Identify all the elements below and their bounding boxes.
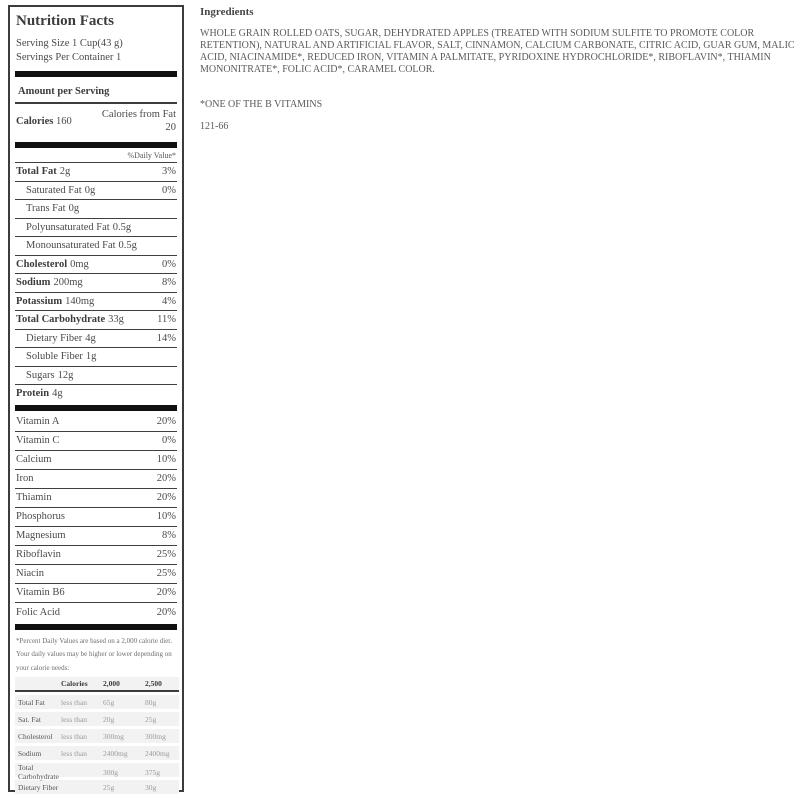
nutrient-amount: 33g	[108, 314, 124, 326]
nutrient-rows-section	[15, 162, 177, 403]
calories-label: Calories	[16, 115, 54, 127]
nutrient-name: Soluble Fiber	[26, 351, 83, 363]
reference-table-row	[15, 712, 179, 726]
nutrient-row	[15, 292, 177, 311]
nutrient-name: Total Carbohydrate	[16, 314, 106, 326]
vitamin-name: Vitamin B6	[16, 587, 65, 598]
nutrient-amount: 4g	[52, 388, 63, 400]
reference-table-header-cell: 2,000	[103, 679, 120, 688]
vitamin-daily-value: 20%	[156, 492, 176, 503]
separator-bar-thick	[15, 624, 177, 630]
daily-value-header: %Daily Value*	[127, 151, 176, 160]
vitamin-name: Phosphorus	[16, 511, 66, 522]
reference-table-cell: less than	[61, 748, 88, 758]
nutrient-name: Sodium	[16, 277, 51, 289]
reference-table-cell: Sodium	[18, 748, 42, 758]
nutrient-amount: 0g	[68, 203, 80, 215]
nutrient-amount: 140mg	[65, 295, 95, 307]
calories-from-fat-value: 20	[165, 122, 176, 133]
nutrient-daily-value: 8%	[162, 277, 176, 289]
ingredients-panel	[200, 6, 797, 132]
nutrient-row	[15, 255, 177, 274]
separator-bar-thick	[15, 405, 177, 411]
nutrient-amount: 0g	[84, 184, 96, 196]
vitamin-daily-value: 0%	[162, 435, 176, 446]
reference-table-row	[15, 695, 179, 709]
vitamin-name: Magnesium	[16, 530, 66, 541]
vitamin-name: Vitamin C	[16, 435, 60, 446]
vitamin-row	[15, 413, 177, 432]
reference-table-cell: 300mg	[145, 731, 166, 741]
nutrition-facts-title: Nutrition Facts	[16, 13, 114, 29]
nutrient-row	[15, 199, 177, 218]
vitamin-name: Thiamin	[16, 492, 52, 503]
reference-table-header	[15, 677, 179, 692]
nutrient-amount: 0mg	[70, 258, 89, 270]
vitamin-daily-value: 8%	[162, 530, 176, 541]
nutrient-name: Monounsaturated Fat	[26, 240, 116, 252]
footnote-line: your calorie needs:	[16, 663, 70, 672]
vitamin-row	[15, 603, 177, 622]
reference-table-cell: 25g	[145, 714, 157, 724]
serving-size-text: Serving Size 1 Cup(43 g)	[16, 38, 123, 49]
ingredients-body-text: WHOLE GRAIN ROLLED OATS, SUGAR, DEHYDRATED APPLES (TREATED WITH SODIUM SULFITE TO PROMOTE COLOR RETENTION), NATURAL AND ARTIFICIAL FLAVOR, SALT, CINNAMON, CALCIUM CARBONATE, CITRIC ACID, GUAR GUM, MALIC ACID, NIACINAMIDE*, REDUCED IRON, VITAMIN A PALMITATE, PYRIDOXINE HYDROCHLORIDE*, RIBOFLAVIN*, THIAMIN MONONITRATE*, FOLIC ACID*, CARAMEL COLOR.	[200, 28, 795, 75]
vitamin-name: Iron	[16, 473, 34, 484]
reference-table-cell: Dietary Fiber	[18, 782, 59, 792]
daily-values-footnote	[15, 635, 177, 676]
nutrient-row	[15, 162, 177, 181]
vitamin-row	[15, 470, 177, 489]
nutrient-amount: 0.5g	[112, 221, 132, 233]
nutrient-row	[15, 329, 177, 348]
nutrient-row	[15, 384, 177, 403]
amount-per-serving-header: Amount per Serving	[15, 77, 177, 104]
reference-table-cell: 300g	[103, 767, 118, 777]
nutrient-name: Protein	[16, 388, 50, 400]
vitamin-name: Calcium	[16, 454, 52, 465]
nutrient-row	[15, 236, 177, 255]
reference-table-cell: Total Fat	[18, 697, 45, 707]
reference-table-row	[15, 780, 179, 794]
vitamin-name: Riboflavin	[16, 549, 61, 560]
vitamin-daily-value: 10%	[156, 454, 176, 465]
vitamin-daily-value: 10%	[156, 511, 176, 522]
nutrient-row	[15, 366, 177, 385]
nutrient-name: Polyunsaturated Fat	[26, 221, 110, 233]
reference-table-cell: Sat. Fat	[18, 714, 41, 724]
vitamin-daily-value: 20%	[156, 606, 176, 618]
footnote-line: Your daily values may be higher or lower depending on	[16, 650, 172, 658]
ingredients-heading: Ingredients	[200, 6, 254, 18]
reference-table-cell: Total Carbohydrate	[18, 763, 59, 781]
reference-table-row	[15, 746, 179, 760]
product-code: 121-66	[200, 121, 229, 132]
reference-table-cell: 80g	[145, 697, 157, 707]
calories-value: 160	[55, 115, 72, 127]
reference-table-cell: less than	[61, 731, 88, 741]
vitamin-name: Folic Acid	[16, 606, 61, 618]
vitamin-daily-value: 20%	[156, 587, 176, 598]
nutrient-name: Cholesterol	[16, 258, 68, 270]
nutrient-row	[15, 218, 177, 237]
reference-table-cell: 65g	[103, 697, 115, 707]
vitamin-row	[15, 565, 177, 584]
footnote-line: *Percent Daily Values are based on a 2,000 calorie diet.	[16, 636, 172, 645]
nutrient-row	[15, 181, 177, 200]
nutrient-row	[15, 347, 177, 366]
reference-table-cell: 20g	[103, 714, 115, 724]
nutrient-daily-value: 0%	[162, 184, 176, 196]
vitamin-row	[15, 584, 177, 603]
nutrient-name: Dietary Fiber	[26, 332, 83, 344]
vitamin-row	[15, 432, 177, 451]
nutrient-name: Trans Fat	[26, 203, 66, 215]
nutrient-name: Sugars	[26, 369, 55, 381]
nutrient-daily-value: 11%	[157, 314, 176, 326]
nutrient-daily-value: 4%	[162, 295, 176, 307]
reference-table-header-cell: 2,500	[145, 679, 162, 688]
nutrient-name: Saturated Fat	[26, 184, 82, 196]
reference-table-cell: 375g	[145, 767, 160, 777]
reference-values-table	[15, 677, 179, 794]
vitamin-daily-value: 25%	[156, 568, 176, 579]
reference-table-row	[15, 729, 179, 743]
reference-table-cell: Cholesterol	[18, 731, 53, 741]
nutrient-daily-value: 0%	[162, 258, 176, 270]
vitamin-row	[15, 527, 177, 546]
nutrient-name: Total Fat	[16, 166, 57, 178]
vitamin-row	[15, 451, 177, 470]
reference-table-header-cell: Calories	[61, 679, 88, 688]
vitamin-daily-value: 20%	[156, 416, 176, 427]
nutrition-facts-label	[8, 5, 184, 792]
nutrient-daily-value: 14%	[156, 332, 176, 344]
calories-from-fat-label: Calories from Fat	[101, 109, 176, 120]
nutrient-amount: 4g	[85, 332, 96, 344]
b-vitamins-footnote: *ONE OF THE B VITAMINS	[200, 99, 323, 110]
reference-table-cell: less than	[61, 697, 88, 707]
nutrient-amount: 12g	[57, 369, 74, 381]
vitamin-daily-value: 25%	[156, 549, 176, 560]
calories-from-fat-group	[102, 108, 176, 134]
vitamin-row	[15, 546, 177, 565]
calories-value-group	[16, 116, 72, 127]
vitamin-rows-section	[15, 413, 177, 622]
reference-table-cell: less than	[61, 714, 88, 724]
reference-table-cell: 25g	[103, 782, 115, 792]
vitamin-name: Niacin	[16, 568, 44, 579]
reference-table-cell: 300mg	[103, 731, 124, 741]
calories-block	[15, 104, 177, 137]
nutrient-amount: 1g	[85, 351, 97, 363]
nutrient-row	[15, 273, 177, 292]
vitamin-row	[15, 508, 177, 527]
servings-per-container-text: Servings Per Container 1	[16, 52, 122, 63]
reference-table-cell: 2400mg	[103, 748, 128, 758]
vitamin-name: Vitamin A	[16, 416, 60, 427]
nutrient-amount: 0.5g	[118, 240, 137, 252]
vitamin-daily-value: 20%	[156, 473, 176, 484]
reference-table-row	[15, 763, 179, 781]
nutrient-amount: 2g	[59, 166, 71, 178]
vitamin-row	[15, 489, 177, 508]
nutrient-row	[15, 310, 177, 329]
reference-table-cell: 2400mg	[145, 748, 170, 758]
reference-table-cell: 30g	[145, 782, 157, 792]
nutrient-name: Potassium	[16, 295, 63, 307]
nutrient-amount: 200mg	[53, 277, 83, 289]
nutrient-daily-value: 3%	[162, 166, 176, 178]
